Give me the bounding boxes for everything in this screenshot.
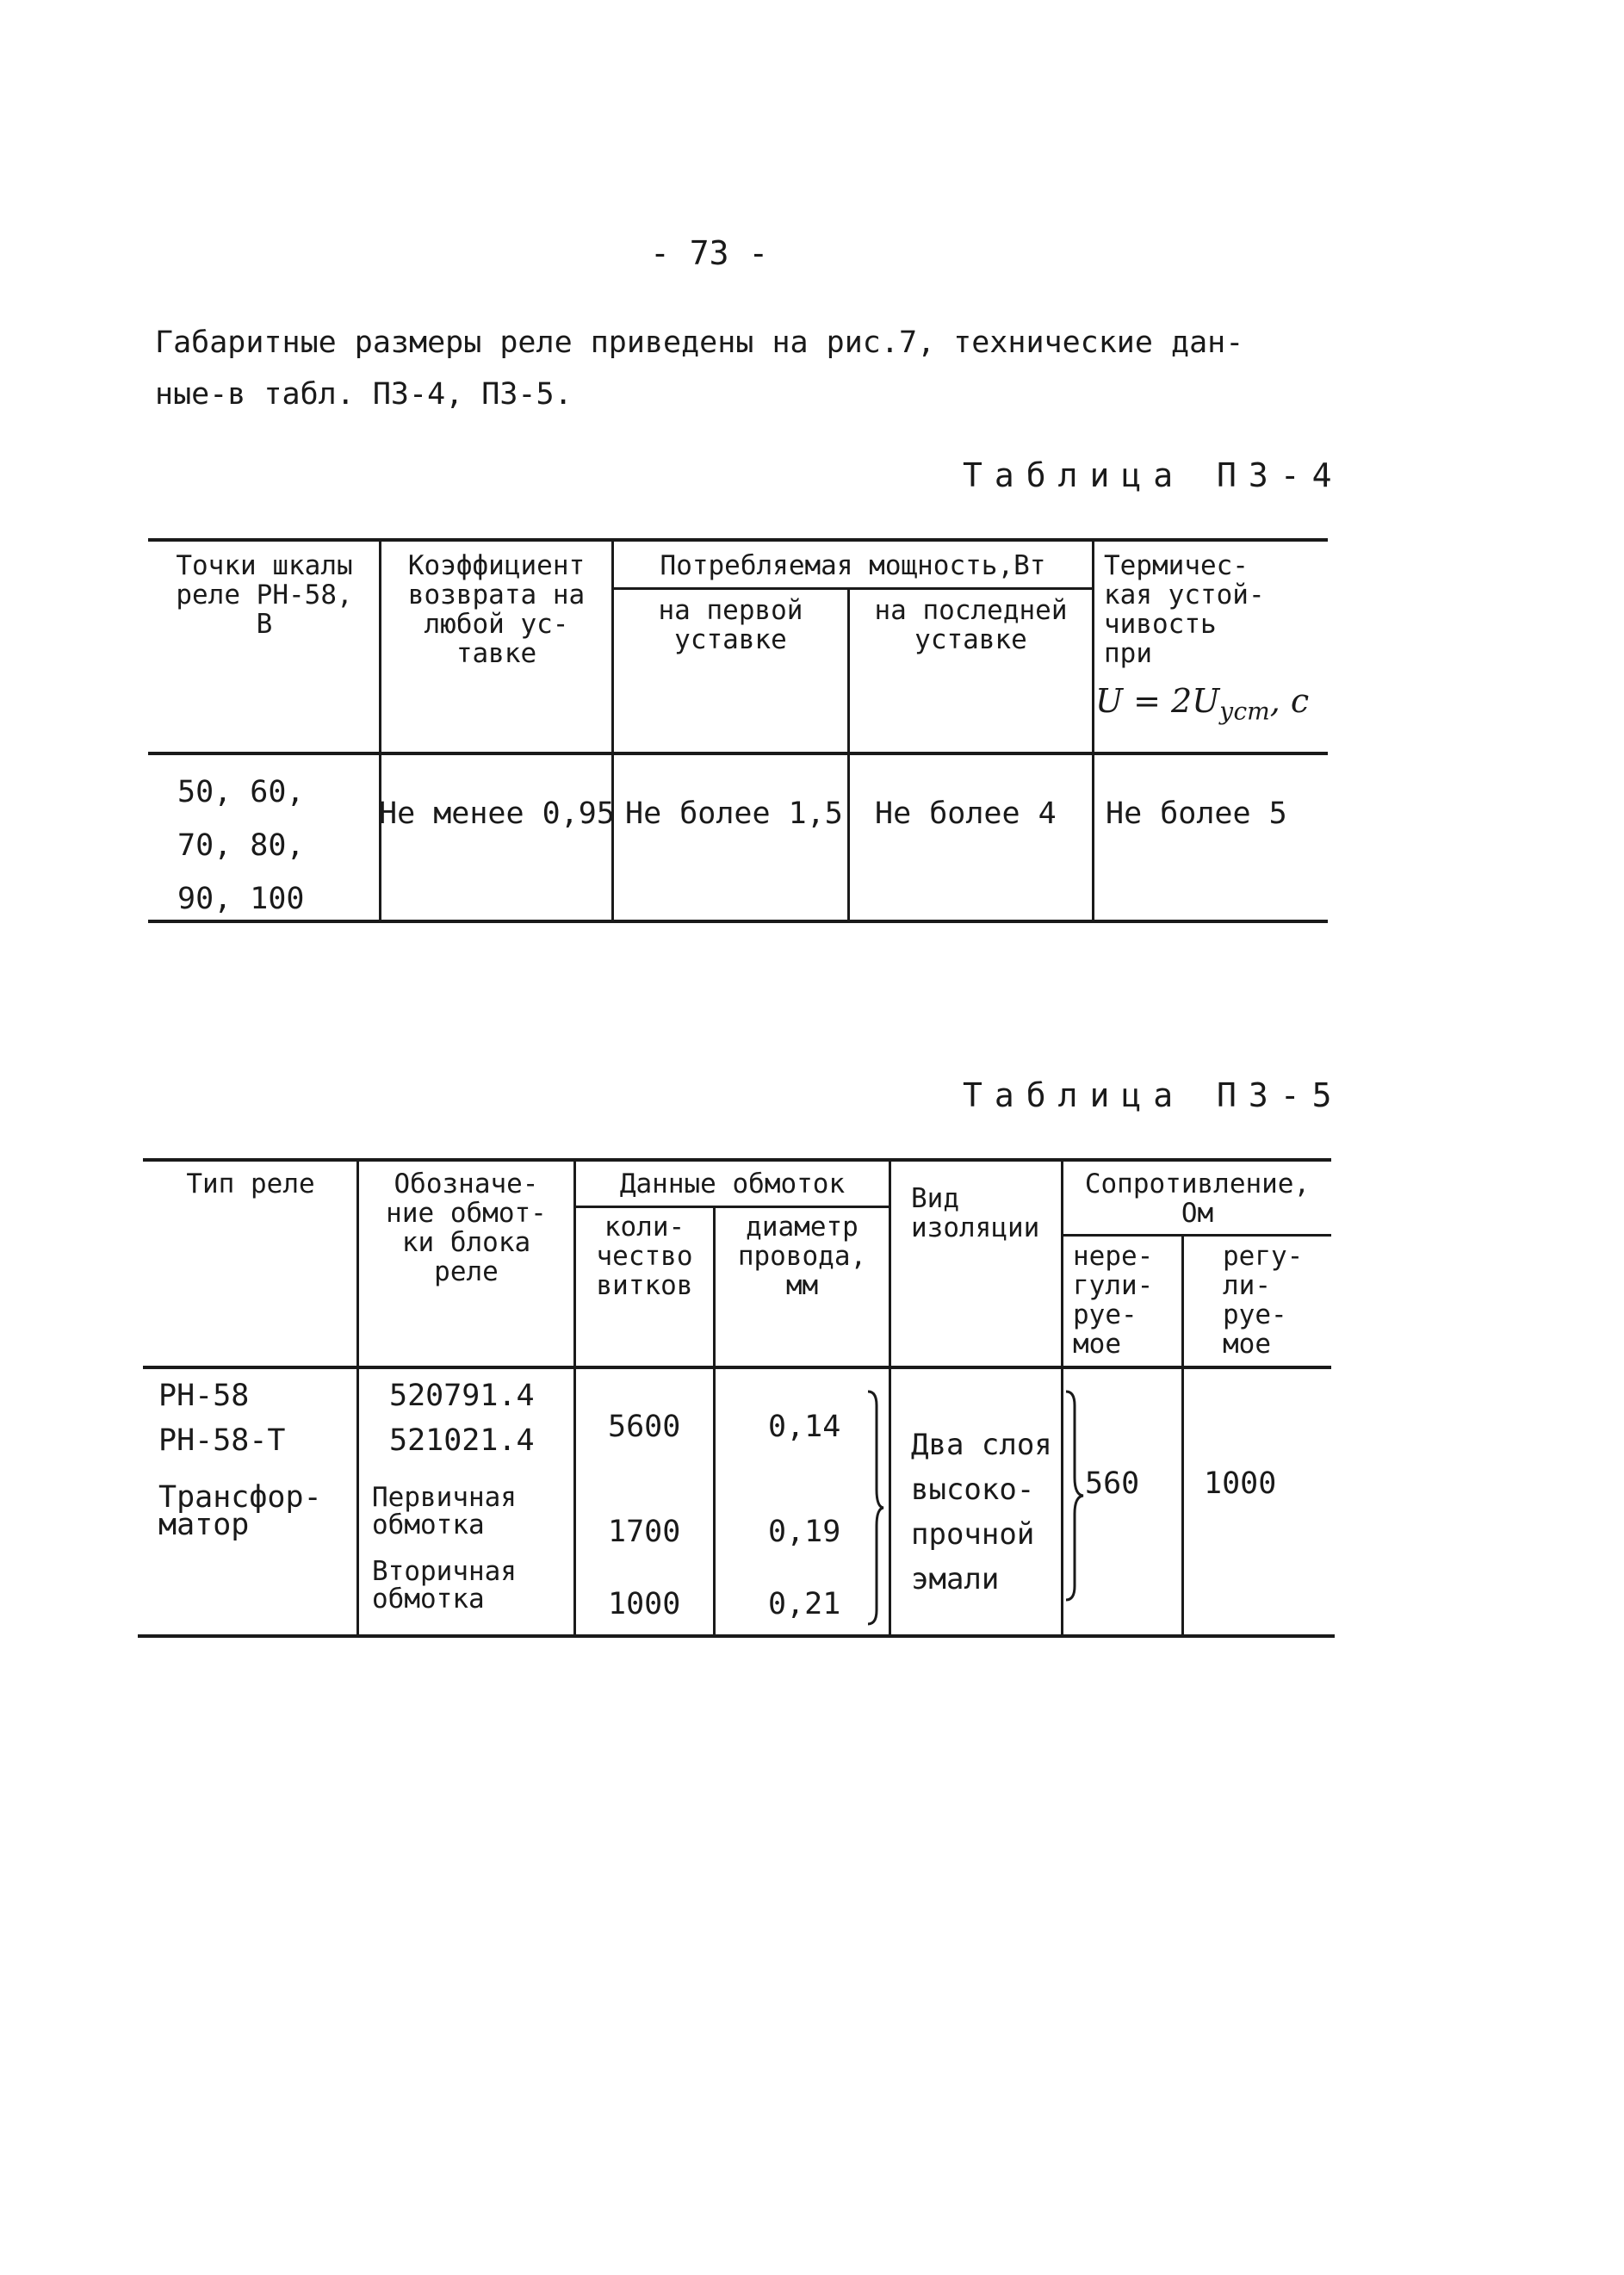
table5-header-insulation (911, 1184, 1061, 1243)
table5-bottom-rule (138, 1634, 1335, 1638)
table5-designation-2: 521021.4 (389, 1423, 535, 1458)
right-brace-icon (1063, 1388, 1087, 1603)
table5-header-turns (576, 1212, 713, 1300)
table5-diameter-2: 0,19 (768, 1515, 841, 1549)
table5-header-insulation-line: Вид (911, 1183, 959, 1214)
table4-points-line: 90, 100 (177, 882, 305, 916)
table5-header-diameter-line: мм (785, 1270, 819, 1301)
table4-header-points (150, 551, 379, 639)
table5-header-designation (359, 1169, 573, 1286)
table5-header-resistance-line: Ом (1181, 1198, 1214, 1229)
table4-top-rule (148, 538, 1328, 542)
table4-header-points-line: В (256, 609, 273, 640)
table5-header-reg-line: руе- (1223, 1299, 1287, 1330)
right-brace-icon (865, 1388, 887, 1627)
table5-type-rn58t: РН-58-Т (158, 1423, 286, 1458)
table4-header-coef-line: возврата на (407, 580, 586, 611)
table5-caption: Таблица П3-5 (963, 1076, 1344, 1114)
table4-header-coef-line: Коэффициент (407, 550, 586, 581)
table5-insulation-line: прочной (911, 1517, 1035, 1552)
table5-header-reg (1223, 1242, 1331, 1359)
table5-designation-primary-2: обмотка (372, 1509, 485, 1540)
table5-header-reg-line: мое (1223, 1329, 1271, 1360)
table4-power-divider (613, 587, 1093, 590)
table4-points-line: 70, 80, (177, 828, 305, 863)
table5-header-diameter-line: диаметр (746, 1212, 858, 1243)
table5-insulation (911, 1423, 1052, 1602)
table4-row-power-last: Не более 4 (875, 797, 1057, 831)
table5-designation-primary-1: Первичная (372, 1482, 517, 1513)
table5-designation-1: 520791.4 (389, 1379, 535, 1413)
table4-points-line: 50, 60, (177, 775, 305, 809)
table5-header-unreg-line: руе- (1073, 1299, 1137, 1330)
table5-header-designation-line: Обозначе- (394, 1168, 539, 1199)
table5-header-turns-line: чество (596, 1241, 693, 1272)
table4-header-thermal-line: при (1104, 638, 1152, 669)
table5-type-transformer-1: Трансфор- (158, 1480, 322, 1515)
table5-insulation-line: высоко- (911, 1472, 1035, 1507)
table4-header-thermal-line: Термичес- (1104, 550, 1249, 581)
table4-header-power-first-line: на первой (658, 595, 803, 626)
table5-insulation-line: Два слоя (911, 1428, 1052, 1462)
table4-header-coef (381, 551, 611, 668)
table4-row-power-first: Не более 1,5 (625, 797, 843, 831)
table4-header-power-first-line: уставке (674, 624, 787, 655)
table5-header-designation-line: реле (434, 1256, 499, 1287)
table5-designation-secondary-1: Вторичная (372, 1556, 517, 1587)
table4-header-points-line: реле РН-58, (176, 580, 353, 611)
table5-turns-2: 1700 (608, 1515, 681, 1549)
table4-caption: Таблица П3-4 (963, 456, 1344, 494)
table5-header-unreg (1073, 1242, 1181, 1359)
table5-unreg-value: 560 (1085, 1466, 1140, 1501)
table5-top-rule (143, 1158, 1331, 1162)
table5-insulation-line: эмали (911, 1562, 1000, 1596)
table5-header-unreg-line: гули- (1073, 1270, 1154, 1301)
table5-header-reg-line: регу- (1223, 1241, 1304, 1272)
table5-vline-4 (889, 1160, 891, 1636)
formula-sub: уст (1219, 697, 1270, 726)
table5-header-diameter (716, 1212, 889, 1300)
intro-line-1: Габаритные размеры реле приведены на рис.7, технические дан- (155, 325, 1244, 360)
table5-header-designation-line: ки блока (401, 1227, 531, 1258)
table5-header-insulation-line: изоляции (911, 1212, 1040, 1243)
table4-header-power-last-line: на последней (874, 595, 1068, 626)
formula-lhs: U = 2U (1095, 682, 1220, 720)
table4-header-power: Потребляемая мощность,Вт (660, 550, 1046, 581)
table4-header-thermal (1104, 551, 1328, 668)
table4-row-thermal: Не более 5 (1106, 797, 1287, 831)
table5-header-resistance (1063, 1169, 1331, 1228)
table4-header-points-line: Точки шкалы (176, 550, 353, 581)
table5-header-unreg-line: нере- (1073, 1241, 1154, 1272)
table4-row-coef: Не менее 0,95 (379, 797, 615, 831)
table4-header-coef-line: тавке (456, 638, 537, 669)
table4-vline-4 (1092, 540, 1094, 921)
table5-resistance-divider (1063, 1234, 1331, 1237)
page-number: - 73 - (650, 234, 769, 272)
table5-turns-1: 5600 (608, 1410, 681, 1444)
table4-header-power-last-line: уставке (914, 624, 1027, 655)
table5-reg-value: 1000 (1204, 1466, 1277, 1501)
table4-header-power-last (850, 596, 1092, 654)
table5-windings-divider (575, 1206, 889, 1208)
table5-type-rn58: РН-58 (158, 1379, 250, 1413)
table5-header-turns-line: коли- (604, 1212, 685, 1243)
table5-header-diameter-line: провода, (737, 1241, 867, 1272)
table5-header-unreg-line: мое (1073, 1329, 1121, 1360)
table4-header-power-first (614, 596, 847, 654)
table5-diameter-3: 0,21 (768, 1587, 841, 1621)
formula-tail: , c (1269, 682, 1310, 720)
table4-thermal-formula (1095, 682, 1309, 726)
table5-turns-3: 1000 (608, 1587, 681, 1621)
table5-designation-secondary-2: обмотка (372, 1584, 485, 1615)
table5-vline-6 (1181, 1235, 1184, 1636)
table5-diameter-1: 0,14 (768, 1410, 841, 1444)
table5-header-resistance-line: Сопротивление, (1084, 1168, 1311, 1199)
table4-row-points (177, 762, 375, 929)
table5-header-type: Тип реле (186, 1168, 315, 1199)
table4-header-coef-line: любой ус- (424, 609, 569, 640)
table5-header-turns-line: витков (596, 1270, 693, 1301)
table4-header-thermal-line: чивость (1104, 609, 1217, 640)
table5-header-reg-line: ли- (1223, 1270, 1271, 1301)
table5-header-rule (143, 1366, 1331, 1369)
intro-line-2: ные-в табл. П3-4, П3-5. (155, 377, 573, 412)
table4-header-rule (148, 752, 1328, 755)
table5-header-windings: Данные обмоток (619, 1168, 846, 1199)
table5-type-transformer-2: матор (158, 1508, 250, 1542)
table5-header-designation-line: ние обмот- (386, 1198, 547, 1229)
table4-header-thermal-line: кая устой- (1104, 580, 1265, 611)
